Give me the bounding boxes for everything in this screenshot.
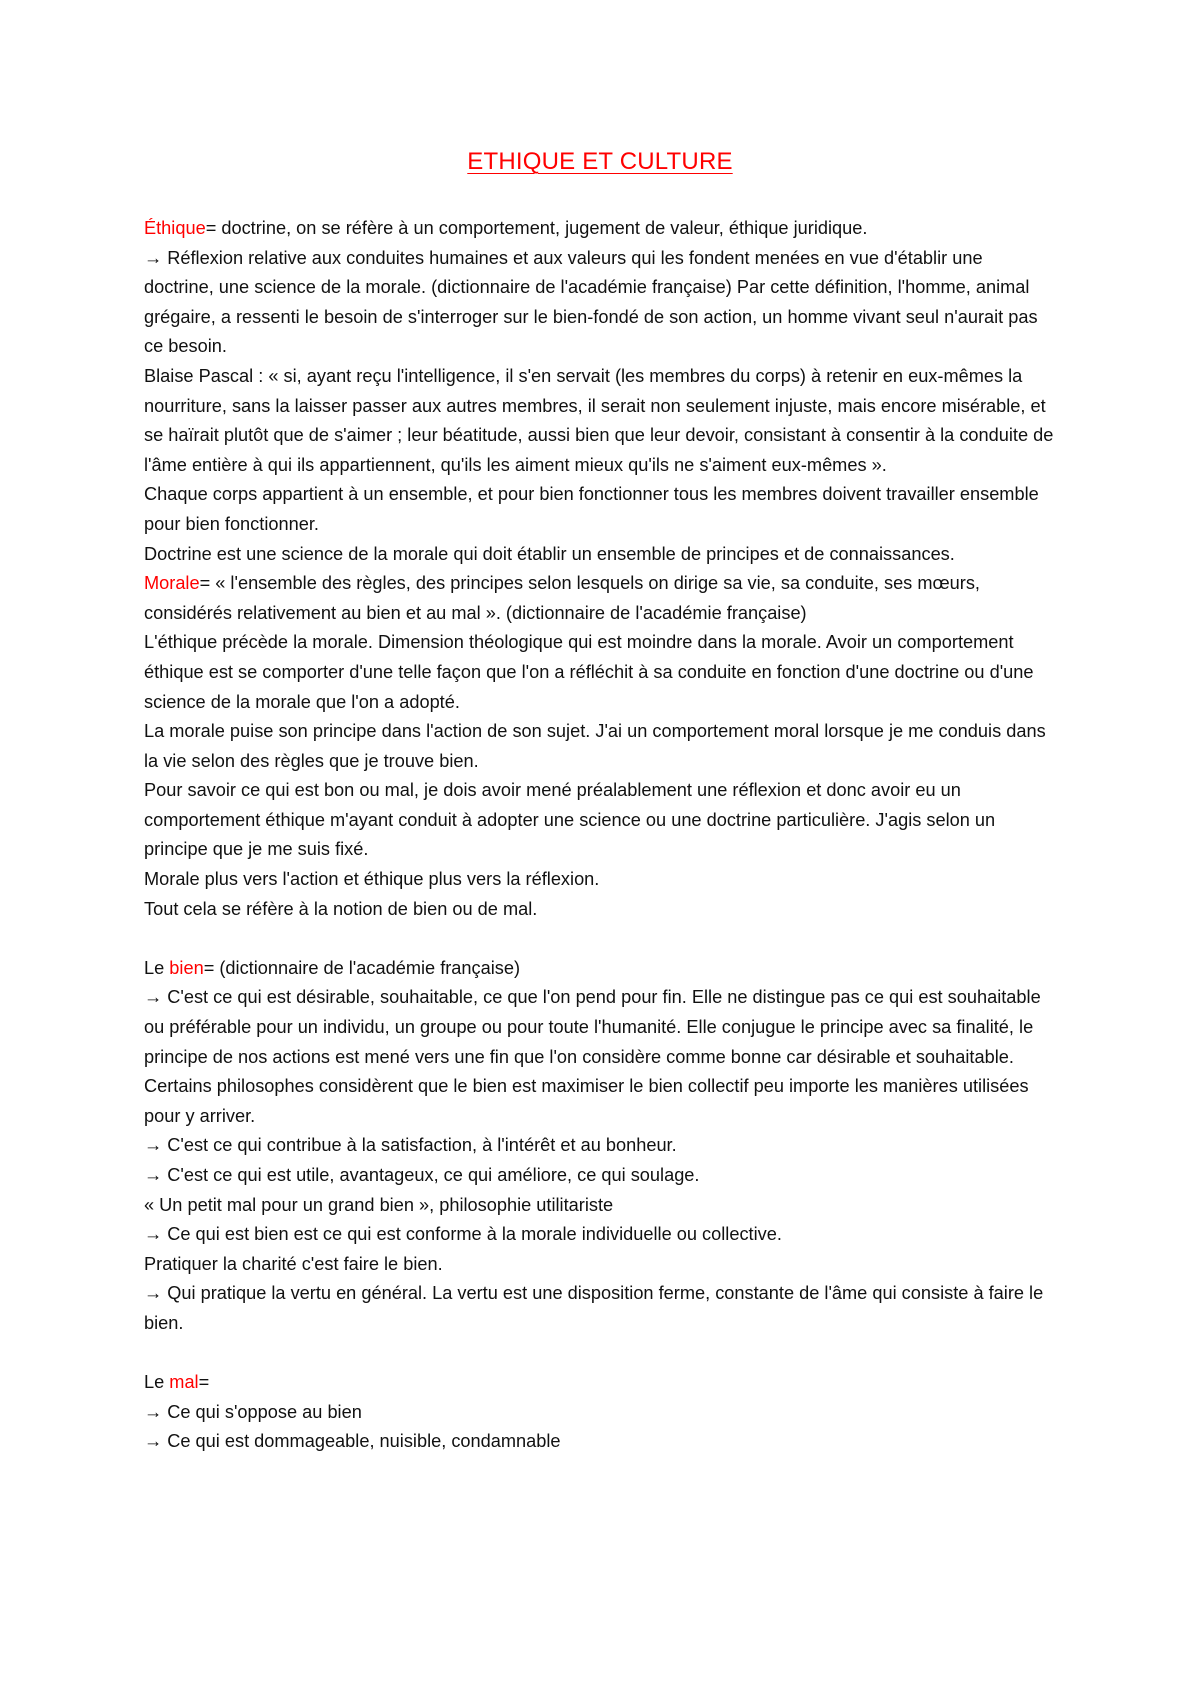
section-spacer	[144, 924, 1056, 954]
bien-paragraph: « Un petit mal pour un grand bien », philosophie utilitariste	[144, 1194, 614, 1215]
bien-def-text: = (dictionnaire de l'académie française)	[203, 957, 521, 978]
ethique-term: Éthique	[144, 218, 206, 238]
page-title: ETHIQUE ET CULTURE	[467, 148, 733, 175]
bien-prefix: Le	[144, 957, 170, 978]
morale-term: Morale	[144, 573, 200, 594]
mal-prefix: Le	[144, 1372, 170, 1393]
ethique-paragraph: Chaque corps appartient à un ensemble, et pour bien fonctionner tous les membres doivent travailler ensemble pour bien fonctionner.	[144, 484, 1039, 534]
mal-paragraph: → Ce qui s'oppose au bien	[144, 1401, 362, 1422]
morale-paragraph: Morale plus vers l'action et éthique plus vers la réflexion.	[144, 869, 600, 890]
ethique-paragraph: Doctrine est une science de la morale qui doit établir un ensemble de principes et de connaissances.	[144, 543, 955, 564]
bien-paragraph: → Qui pratique la vertu en général. La vertu est une disposition ferme, constante de l'âme qui consiste à faire le bien.	[144, 1283, 1044, 1333]
bien-definition	[144, 954, 1056, 984]
mal-def-text: =	[198, 1372, 210, 1393]
morale-definition	[144, 569, 1056, 628]
bien-paragraph: Pratiquer la charité c'est faire le bien.	[144, 1253, 443, 1274]
morale-paragraph: L'éthique précède la morale. Dimension théologique qui est moindre dans la morale. Avoir un comportement éthique est se comporter d'une telle façon que l'on a réfléchit à sa conduite en fonction d'une doctrine ou d'une science de la morale que l'on a adopté.	[144, 632, 1034, 712]
pascal-quote-paragraph: Blaise Pascal : « si, ayant reçu l'intelligence, il s'en servait (les membres du corps) à retenir en eux-mêmes la nourriture, sans la laisser passer aux autres membres, il serait non seulement injuste, mais encore misérable, et se haïrait plutôt que de s'aimer ; leur béatitude, aussi bien que leur devoir, consistant à consentir à la conduite de l'âme entière à qui ils appartiennent, qu'ils les aiment mieux qu'ils ne s'aiment eux-mêmes ».	[144, 365, 1054, 475]
morale-def-text: = « l'ensemble des règles, des principes selon lesquels on dirige sa vie, sa conduite, ses mœurs, considérés relativement au bien et au mal ». (dictionnaire de l'académie française)	[144, 573, 980, 623]
ethique-definition	[144, 214, 1056, 244]
mal-paragraph: → Ce qui est dommageable, nuisible, condamnable	[144, 1431, 561, 1452]
morale-paragraph: Tout cela se réfère à la notion de bien ou de mal.	[144, 898, 538, 919]
ethique-def-text: = doctrine, on se réfère à un comportement, jugement de valeur, éthique juridique.	[205, 218, 868, 238]
bien-paragraph: → C'est ce qui est désirable, souhaitable, ce que l'on pend pour fin. Elle ne distingue pas ce qui est souhaitable ou préférable pour un individu, un groupe ou pour toute l'humanité. Elle conjugue le principe avec sa finalité, le principe de nos actions est mené vers une fin que l'on considère comme bonne car désirable et souhaitable. Certains philosophes considèrent que le bien est maximiser le bien collectif peu importe les manières utilisées pour y arriver.	[144, 987, 1041, 1126]
section-spacer	[144, 1339, 1056, 1369]
mal-definition	[144, 1368, 1056, 1398]
bien-term: bien	[169, 957, 204, 978]
morale-paragraph: Pour savoir ce qui est bon ou mal, je dois avoir mené préalablement une réflexion et donc avoir eu un comportement éthique m'ayant conduit à adopter une science ou une doctrine particulière. J'agis selon un principe que je me suis fixé.	[144, 780, 996, 860]
mal-term: mal	[169, 1372, 199, 1393]
bien-paragraph: → Ce qui est bien est ce qui est conforme à la morale individuelle ou collective.	[144, 1224, 782, 1245]
bien-paragraph: → C'est ce qui contribue à la satisfaction, à l'intérêt et au bonheur.	[144, 1135, 677, 1156]
morale-paragraph: La morale puise son principe dans l'action de son sujet. J'ai un comportement moral lorsque je me conduis dans la vie selon des règles que je trouve bien.	[144, 721, 1046, 771]
bien-paragraph: → C'est ce qui est utile, avantageux, ce qui améliore, ce qui soulage.	[144, 1165, 700, 1185]
document-body	[144, 214, 1056, 1457]
ethique-paragraph: → Réflexion relative aux conduites humaines et aux valeurs qui les fondent menées en vue d'établir une doctrine, une science de la morale. (dictionnaire de l'académie française) Par cette définition, l'homme, animal grégaire, a ressenti le besoin de s'interroger sur le bien-fondé de son action, un homme vivant seul n'aurait pas ce besoin.	[144, 247, 1038, 357]
